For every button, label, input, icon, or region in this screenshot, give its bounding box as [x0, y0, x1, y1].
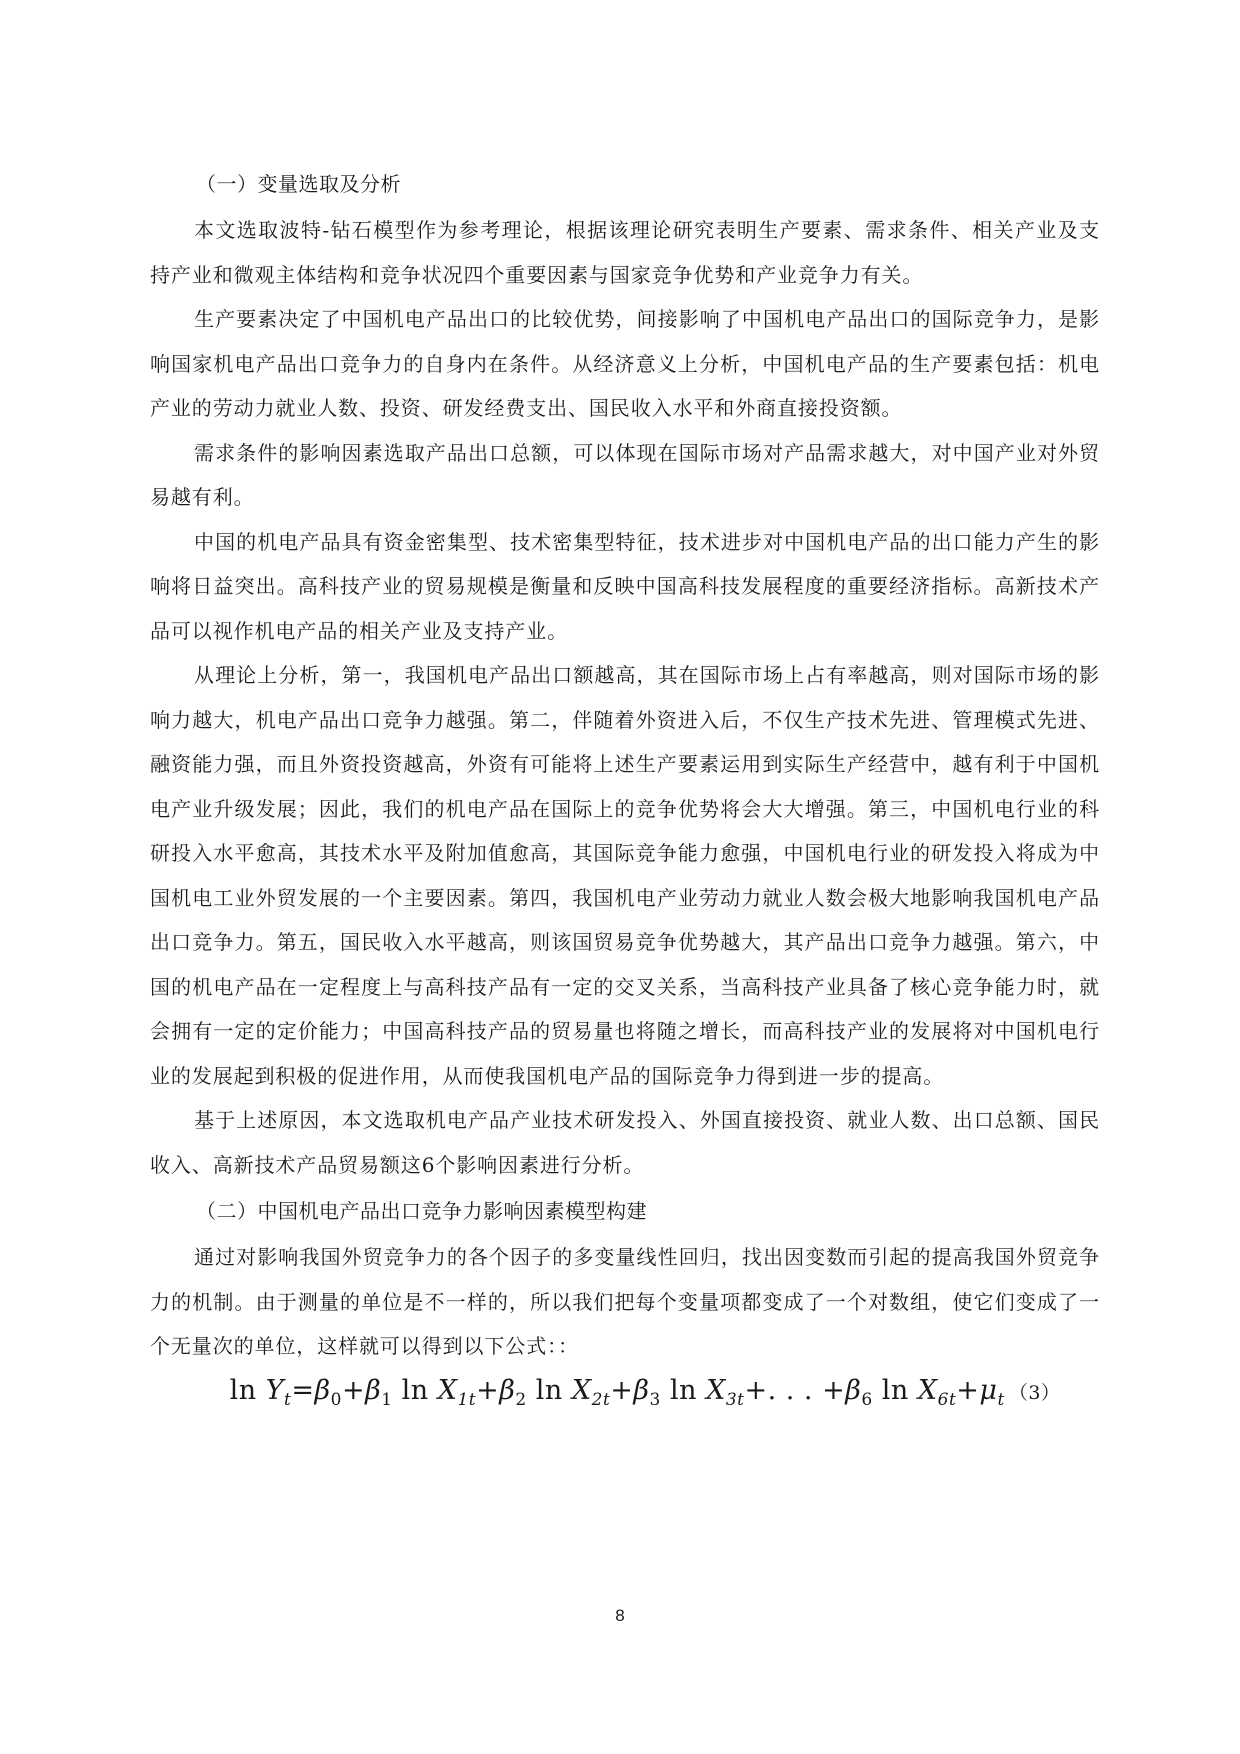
page-content [150, 160, 1100, 1435]
paragraph-7: 通过对影响我国外贸竞争力的各个因子的多变量线性回归，找出因变数而引起的提高我国外贸竞争力的机制。由于测量的单位是不一样的，所以我们把每个变量项都变成了一个对数组，使它们变成了一个无量次的单位，这样就可以得到以下公式：： [150, 1245, 1100, 1358]
section-heading-2: （二）中国机电产品出口竞争力影响因素模型构建 [196, 1199, 647, 1223]
regression-formula [150, 1375, 1100, 1435]
page-number: 8 [615, 1606, 625, 1625]
paragraph-3: 需求条件的影响因素选取产品出口总额，可以体现在国际市场对产品需求越大，对中国产业对外贸易越有利。 [150, 440, 1100, 509]
paragraph-4: 中国的机电产品具有资金密集型、技术密集型特征，技术进步对中国机电产品的出口能力产生的影响将日益突出。高科技产业的贸易规模是衡量和反映中国高科技发展程度的重要经济指标。高新技术产品可以视作机电产品的相关产业及支持产业。 [150, 529, 1100, 643]
section-heading-1: （一）变量选取及分析 [196, 172, 401, 196]
formula-number: （3） [1008, 1381, 1061, 1404]
paragraph-1: 本文选取波特-钻石模型作为参考理论，根据该理论研究表明生产要素、需求条件、相关产业及支持产业和微观主体结构和竞争状况四个重要因素与国家竞争优势和产业竞争力有关。 [150, 218, 1100, 287]
paragraph-5: 从理论上分析，第一，我国机电产品出口额越高，其在国际市场上占有率越高，则对国际市场的影响力越大，机电产品出口竞争力越强。第二，伴随着外资进入后，不仅生产技术先进、管理模式先进、融资能力强，而且外资投资越高，外资有可能将上述生产要素运用到实际生产经营中，越有利于中国机电产业升级发展；因此，我们的机电产品在国际上的竞争优势将会大大增强。第三，中国机电行业的科研投入水平愈高，其技术水平及附加值愈高，其国际竞争能力愈强，中国机电行业的研发投入将成为中国机电工业外贸发展的一个主要因素。第四，我国机电产业劳动力就业人数会极大地影响我国机电产品出口竞争力。第五，国民收入水平越高，则该国贸易竞争优势越大，其产品出口竞争力越强。第六，中国的机电产品在一定程度上与高科技产品有一定的交叉关系，当高科技产业具备了核心竞争能力时，就会拥有一定的定价能力；中国高科技产品的贸易量也将随之增长，而高科技产业的发展将对中国机电行业的发展起到积极的促进作用，从而使我国机电产品的国际竞争力得到进一步的提高。 [150, 663, 1100, 1088]
paragraph-2: 生产要素决定了中国机电产品出口的比较优势，间接影响了中国机电产品出口的国际竞争力，是影响国家机电产品出口竞争力的自身内在条件。从经济意义上分析，中国机电产品的生产要素包括：机电产业的劳动力就业人数、投资、研发经费支出、国民收入水平和外商直接投资额。 [150, 307, 1100, 420]
paragraph-6: 基于上述原因，本文选取机电产品产业技术研发投入、外国直接投资、就业人数、出口总额、国民收入、高新技术产品贸易额这6个影响因素进行分析。 [150, 1108, 1100, 1177]
formula-expression: $\ln Y_t=\beta_0+\beta_1$ $\ln X_{1t}+\beta_2$ $\ln X_{2t}+\beta_3$ $\ln X_{3t}+$. . . $+\beta_6$ $\ln X_{6t}+\mu_t$ [229, 1374, 1005, 1410]
